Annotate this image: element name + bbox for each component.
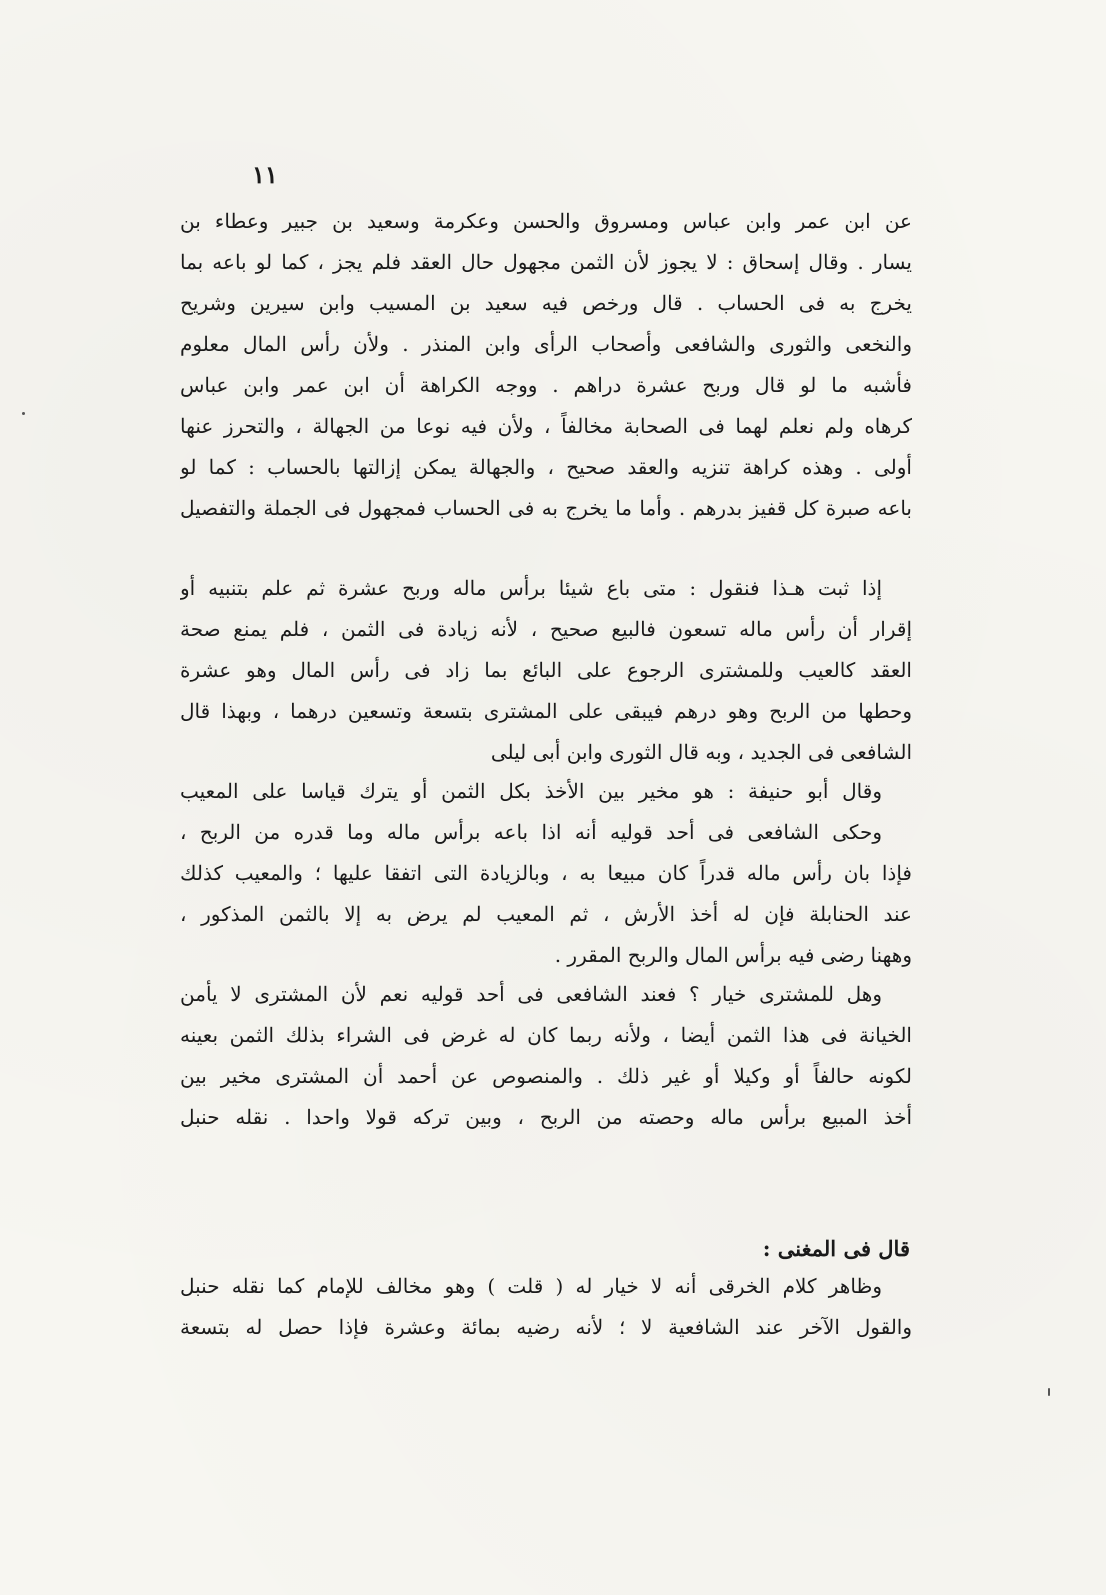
scan-speck — [22, 412, 25, 415]
text-line: وههنا رضى فيه برأس المال والربح المقرر . — [554, 943, 912, 967]
text-line: لكونه حالفاً أو وكيلا أو غير ذلك . والمنصوص عن أحمد أن المشترى مخير بين — [180, 1064, 912, 1088]
paragraph-4 — [180, 974, 912, 1138]
paragraph-5 — [180, 1266, 912, 1348]
paragraph-1 — [180, 201, 912, 529]
section-heading: قال فى المغنى : — [762, 1236, 910, 1261]
text-line: عن ابن عمر وابن عباس ومسروق والحسن وعكرمة وسعيد بن جبير وعطاء بن — [180, 209, 912, 233]
page-number: ١١ — [252, 160, 278, 189]
scan-speck — [1048, 1388, 1050, 1396]
text-line: فأشبه ما لو قال وربح عشرة دراهم . ووجه الكراهة أن ابن عمر وابن عباس — [180, 373, 912, 397]
text-line: وحطها من الربح وهو درهم فيبقى على المشترى بتسعة وتسعين درهما ، وبهذا قال — [180, 699, 912, 723]
text-line: فإذا بان رأس ماله قدراً كان مبيعا به ، وبالزيادة التى اتفقا عليها ؛ والمعيب كذلك — [180, 861, 912, 885]
text-line: والقول الآخر عند الشافعية لا ؛ لأنه رضيه بمائة وعشرة فإذا حصل له بتسعة — [180, 1315, 912, 1339]
paragraph-2 — [180, 568, 912, 773]
text-line: إقرار أن رأس ماله تسعون فالبيع صحيح ، لأنه زيادة فى الثمن ، فلم يمنع صحة — [180, 617, 912, 641]
text-line: العقد كالعيب وللمشترى الرجوع على البائع بما زاد فى رأس المال وهو عشرة — [180, 658, 912, 682]
text-line: وحكى الشافعى فى أحد قوليه أنه اذا باعه برأس ماله وما قدره من الربح ، — [180, 820, 882, 844]
text-line: وظاهر كلام الخرقى أنه لا خيار له ( قلت ) وهو مخالف للإمام كما نقله حنبل — [180, 1274, 882, 1298]
text-line: كرهاه ولم نعلم لهما فى الصحابة مخالفاً ، ولأن فيه نوعا من الجهالة ، والتحرز عنها — [180, 414, 912, 438]
text-line: عند الحنابلة فإن له أخذ الأرش ، ثم المعيب لم يرض به إلا بالثمن المذكور ، — [180, 902, 912, 926]
text-line: أولى . وهذه كراهة تنزيه والعقد صحيح ، والجهالة يمكن إزالتها بالحساب : كما لو — [180, 455, 912, 479]
text-line: الشافعى فى الجديد ، وبه قال الثورى وابن أبى ليلى — [490, 740, 912, 764]
text-line: أخذ المبيع برأس ماله وحصته من الربح ، وبين تركه قولا واحدا . نقله حنبل — [180, 1105, 912, 1129]
text-line: يخرج به فى الحساب . قال ورخص فيه سعيد بن المسيب وابن سيرين وشريح — [180, 291, 912, 315]
text-line: الخيانة فى هذا الثمن أيضا ، ولأنه ربما كان له غرض فى الشراء بذلك الثمن بعينه — [180, 1023, 912, 1047]
text-line: يسار . وقال إسحاق : لا يجوز لأن الثمن مجهول حال العقد فلم يجز ، كما لو باعه بما — [180, 250, 912, 274]
text-line: باعه صبرة كل قفيز بدرهم . وأما ما يخرج به فى الحساب فمجهول فى الجملة والتفصيل — [180, 496, 912, 520]
paragraph-3 — [180, 771, 912, 976]
text-line: والنخعى والثورى والشافعى وأصحاب الرأى وابن المنذر . ولأن رأس المال معلوم — [180, 332, 912, 356]
text-line: وقال أبو حنيفة : هو مخير بين الأخذ بكل الثمن أو يترك قياسا على المعيب — [180, 779, 882, 803]
text-line: وهل للمشترى خيار ؟ فعند الشافعى فى أحد قوليه نعم لأن المشترى لا يأمن — [180, 982, 882, 1006]
text-line: إذا ثبت هـذا فنقول : متى باع شيئا برأس ماله وربح عشرة ثم علم بتنبيه أو — [180, 576, 882, 600]
